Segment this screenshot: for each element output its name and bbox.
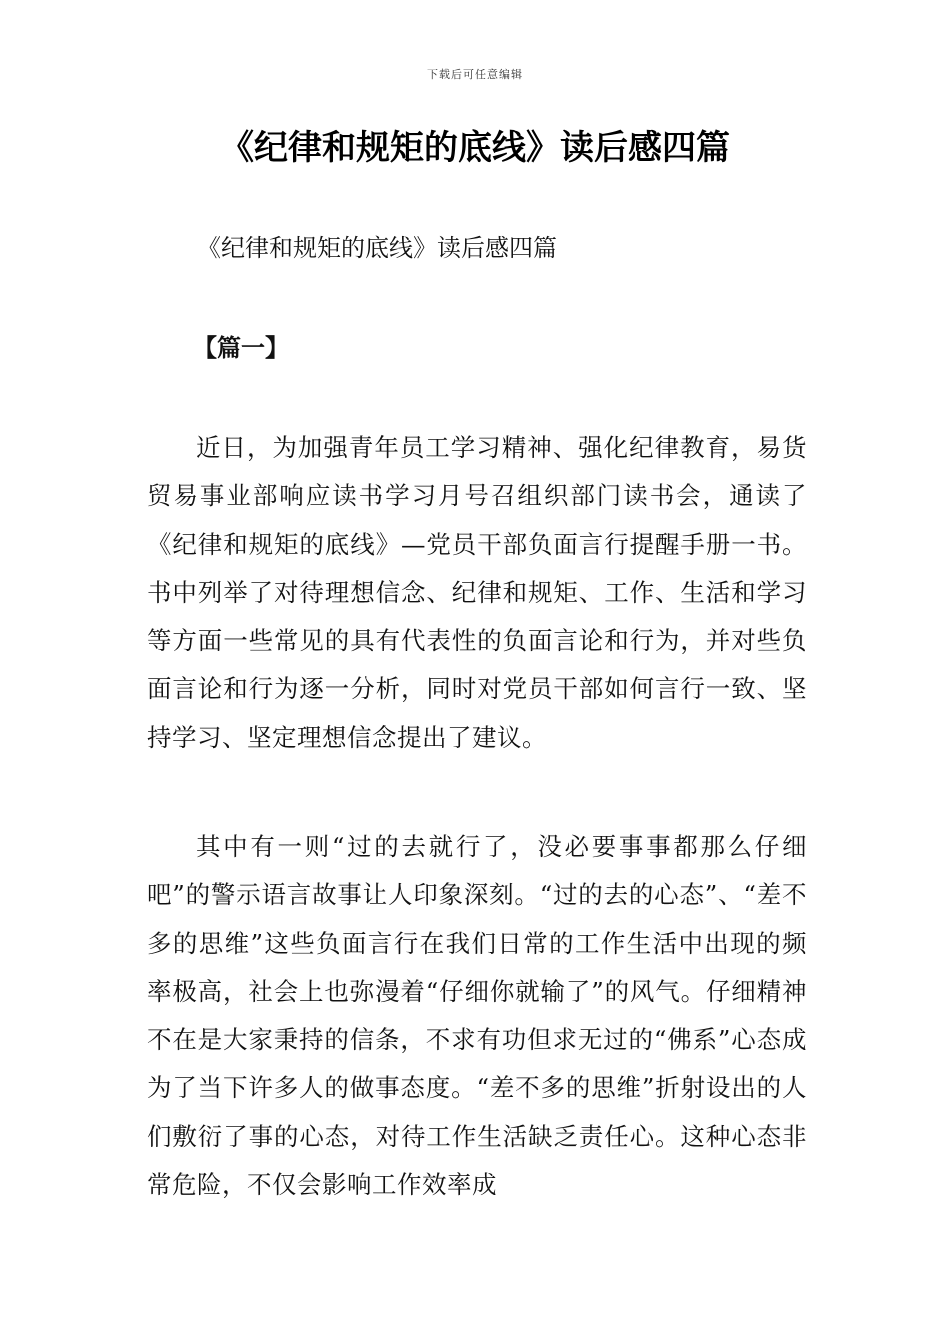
document-subtitle: 《纪律和规矩的底线》读后感四篇 (197, 234, 557, 262)
body-paragraph: 近日，为加强青年员工学习精神、强化纪律教育，易货贸易事业部响应读书学习月号召组织部门读书会，通读了《纪律和规矩的底线》—党员干部负面言行提醒手册一书。书中列举了对待理想信念、纪律和规矩、工作、生活和学习等方面一些常见的具有代表性的负面言论和行为，并对些负面言论和行为逐一分析，同时对党员干部如何言行一致、坚持学习、坚定理想信念提出了建议。 (147, 433, 807, 752)
header-note: 下载后可任意编辑 (427, 68, 523, 81)
section-label: 【篇一】 (193, 333, 289, 362)
body-paragraph: 其中有一则“过的去就行了，没必要事事都那么仔细吧”的警示语言故事让人印象深刻。“过的去的心态”、“差不多的思维”这些负面言行在我们日常的工作生活中出现的频率极高，社会上也弥漫着“仔细你就输了”的风气。仔细精神不在是大家秉持的信条，不求有功但求无过的“佛系”心态成为了当下许多人的做事态度。“差不多的思维”折射设出的人们敷衍了事的心态，对待工作生活缺乏责任心。这种心态非常危险，不仅会影响工作效率成 (147, 832, 807, 1200)
document-title: 《纪律和规矩的底线》读后感四篇 (220, 128, 730, 168)
